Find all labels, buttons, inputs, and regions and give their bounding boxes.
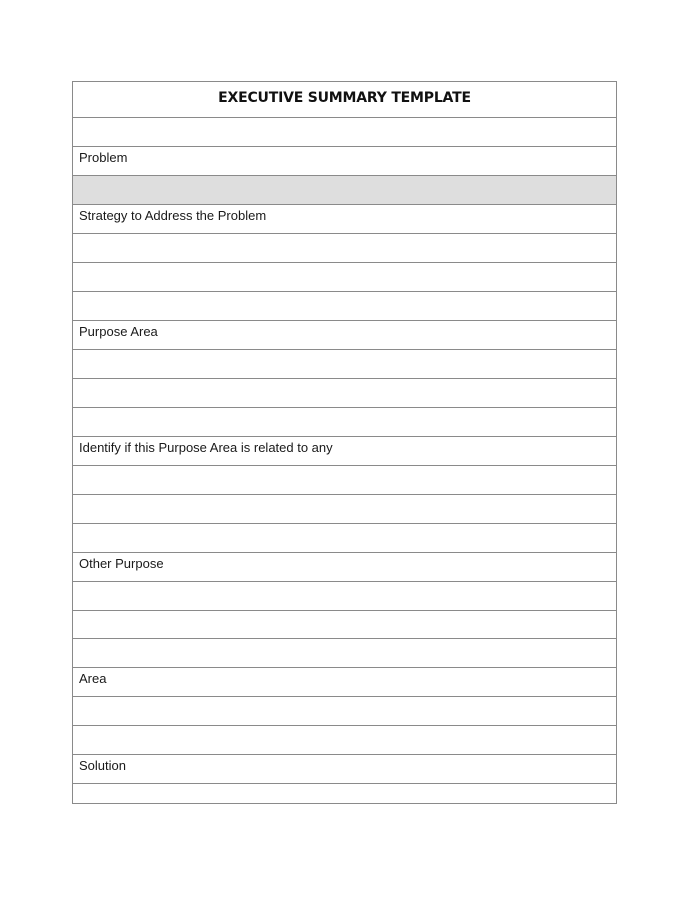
problem-row[interactable] [73,147,616,176]
area-entry-row[interactable] [73,726,616,755]
other-purpose-row[interactable] [73,553,616,582]
other-purpose-entry-row[interactable] [73,611,616,639]
purpose-area-entry-row[interactable] [73,350,616,379]
other-purpose-entry-row[interactable] [73,582,616,611]
strategy-entry-row[interactable] [73,292,616,321]
purpose-area-entry-row[interactable] [73,379,616,408]
document-title: EXECUTIVE SUMMARY TEMPLATE [218,89,471,106]
identify-entry-row[interactable] [73,524,616,553]
other-purpose-entry-row[interactable] [73,639,616,668]
executive-summary-table [72,81,617,804]
identify-label: Identify if this Purpose Area is related to any [79,440,333,455]
shaded-row[interactable] [73,176,616,205]
area-entry-row[interactable] [73,697,616,726]
strategy-row[interactable] [73,205,616,234]
purpose-area-label: Purpose Area [79,324,158,339]
solution-row[interactable] [73,755,616,784]
strategy-label: Strategy to Address the Problem [79,208,267,223]
title-row [73,82,616,118]
solution-entry-row[interactable] [73,784,616,803]
problem-label: Problem [79,150,128,165]
strategy-entry-row[interactable] [73,263,616,292]
identify-entry-row[interactable] [73,466,616,495]
strategy-entry-row[interactable] [73,234,616,263]
area-label: Area [79,671,107,686]
purpose-area-row[interactable] [73,321,616,350]
blank-row[interactable] [73,118,616,147]
identify-entry-row[interactable] [73,495,616,524]
other-purpose-label: Other Purpose [79,556,164,571]
solution-label: Solution [79,758,126,773]
purpose-area-entry-row[interactable] [73,408,616,437]
area-row[interactable] [73,668,616,697]
identify-row[interactable] [73,437,616,466]
